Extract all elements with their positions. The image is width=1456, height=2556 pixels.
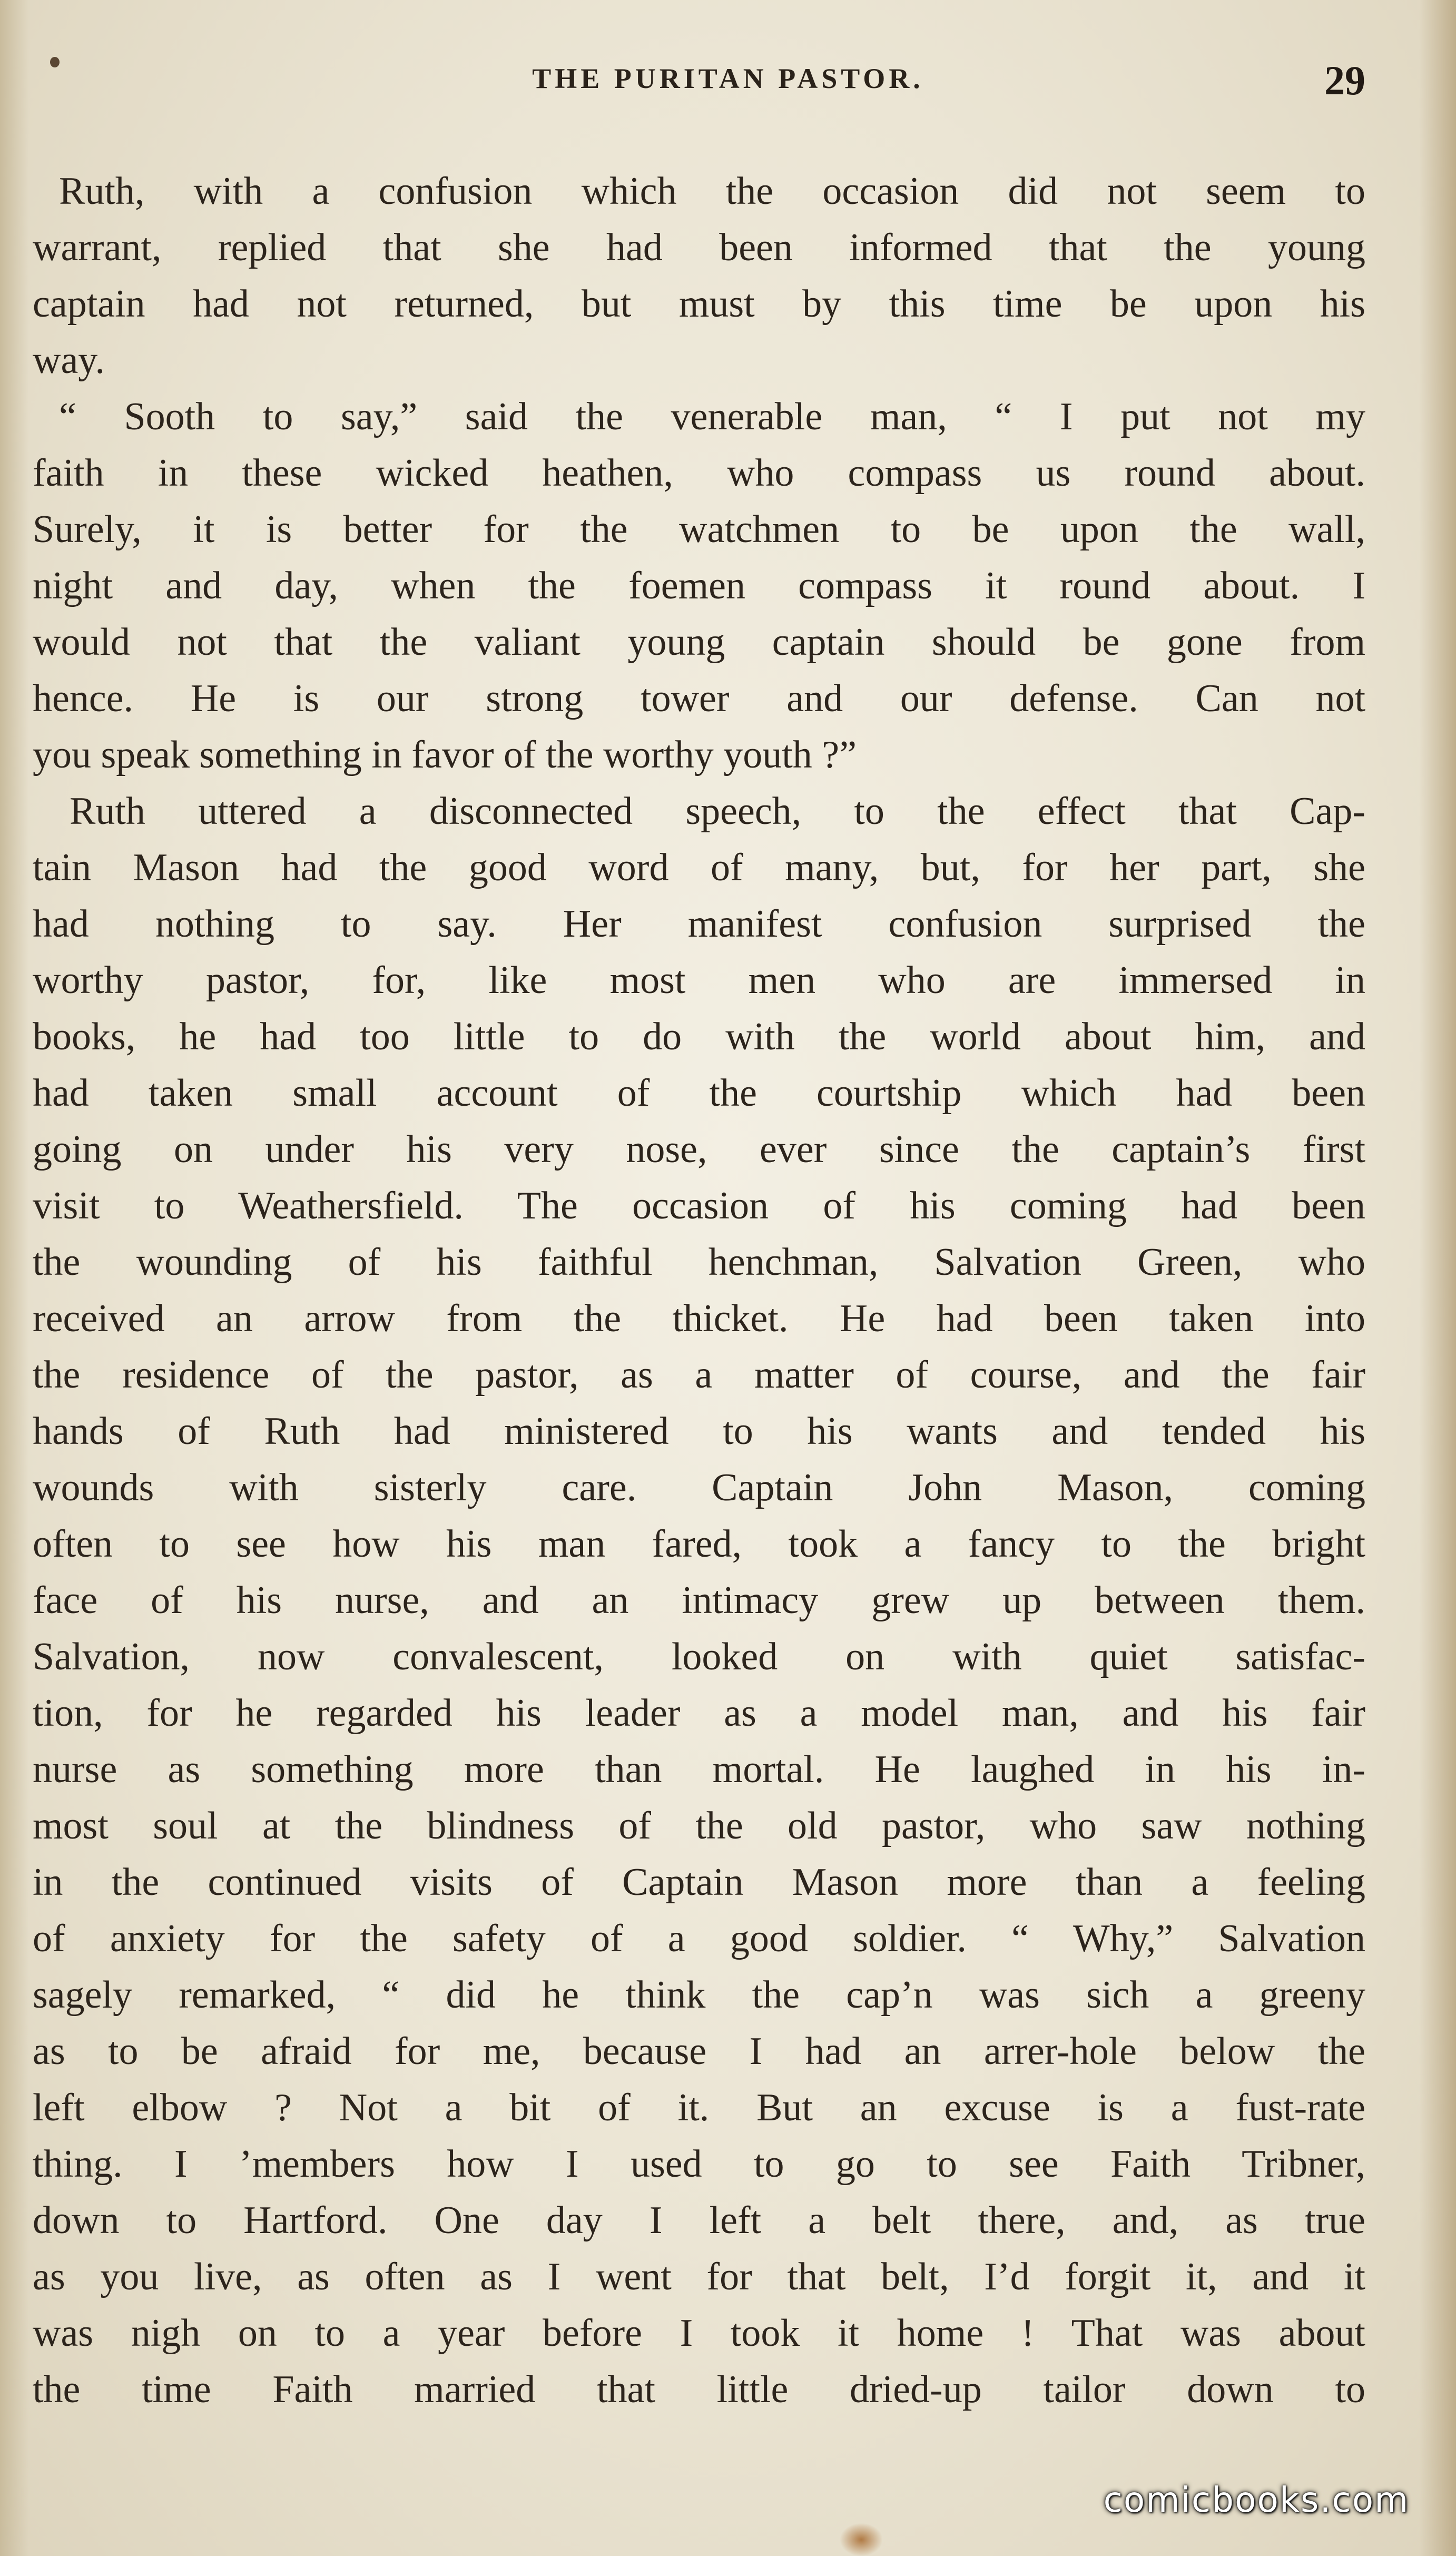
- text-line: Surely, it is better for the watchmen to be upon the wall,: [33, 508, 1365, 551]
- text-line: hence. He is our strong tower and our defense. Can not: [33, 677, 1365, 720]
- body-text: [33, 163, 1365, 2418]
- page-shadow-left: [0, 0, 29, 2556]
- site-watermark: comicbooks.com: [1103, 2480, 1410, 2520]
- text-line: wounds with sisterly care. Captain John Mason, coming: [33, 1466, 1365, 1509]
- paper-stain: [840, 2523, 882, 2556]
- text-line: as you live, as often as I went for that belt, I’d forgit it, and it: [33, 2255, 1365, 2298]
- page-header: [0, 57, 1456, 115]
- text-line: down to Hartford. One day I left a belt there, and, as true: [33, 2199, 1365, 2242]
- text-line: worthy pastor, for, like most men who are immersed in: [33, 959, 1365, 1002]
- page-shadow-right: [1419, 0, 1456, 2556]
- text-line: was nigh on to a year before I took it home ! That was about: [33, 2312, 1365, 2355]
- text-line: the time Faith married that little dried-up tailor down to: [33, 2368, 1365, 2411]
- page-number: 29: [1324, 57, 1365, 103]
- text-line: way.: [33, 339, 105, 382]
- text-line: Ruth uttered a disconnected speech, to the effect that Cap-: [70, 790, 1365, 833]
- text-line: you speak something in favor of the worthy youth ?”: [33, 733, 857, 776]
- text-line: left elbow ? Not a bit of it. But an excuse is a fust-rate: [33, 2086, 1365, 2129]
- text-line: faith in these wicked heathen, who compass us round about.: [33, 451, 1365, 495]
- text-line: Salvation, now convalescent, looked on with quiet satisfac-: [33, 1635, 1365, 1678]
- text-line: face of his nurse, and an intimacy grew up between them.: [33, 1579, 1365, 1622]
- text-line: the wounding of his faithful henchman, Salvation Green, who: [33, 1241, 1365, 1284]
- text-line: often to see how his man fared, took a fancy to the bright: [33, 1522, 1365, 1566]
- text-line: had taken small account of the courtship which had been: [33, 1071, 1365, 1115]
- text-line: visit to Weathersfield. The occasion of his coming had been: [33, 1184, 1365, 1227]
- text-line: in the continued visits of Captain Mason more than a feeling: [33, 1861, 1365, 1904]
- text-line: hands of Ruth had ministered to his wants and tended his: [33, 1410, 1365, 1453]
- text-line: had nothing to say. Her manifest confusion surprised the: [33, 902, 1365, 946]
- text-line: nurse as something more than mortal. He laughed in his in-: [33, 1748, 1365, 1791]
- text-line: tion, for he regarded his leader as a model man, and his fair: [33, 1692, 1365, 1735]
- text-line: going on under his very nose, ever since the captain’s first: [33, 1128, 1365, 1171]
- text-line: sagely remarked, “ did he think the cap’n was sich a greeny: [33, 1973, 1365, 2017]
- text-line: would not that the valiant young captain should be gone from: [33, 621, 1365, 664]
- text-line: books, he had too little to do with the world about him, and: [33, 1015, 1365, 1058]
- text-line: tain Mason had the good word of many, but, for her part, she: [33, 846, 1365, 889]
- text-line: thing. I ’members how I used to go to see Faith Tribner,: [33, 2142, 1365, 2186]
- text-line: as to be afraid for me, because I had an arrer-hole below the: [33, 2030, 1365, 2073]
- text-line: the residence of the pastor, as a matter of course, and the fair: [33, 1353, 1365, 1397]
- text-line: warrant, replied that she had been informed that the young: [33, 226, 1365, 269]
- text-line: Ruth, with a confusion which the occasion did not seem to: [59, 170, 1365, 213]
- text-line: of anxiety for the safety of a good soldier. “ Why,” Salvation: [33, 1917, 1365, 1960]
- text-line: received an arrow from the thicket. He had been taken into: [33, 1297, 1365, 1340]
- text-line: “ Sooth to say,” said the venerable man, “ I put not my: [59, 395, 1365, 438]
- text-line: night and day, when the foemen compass it round about. I: [33, 564, 1365, 607]
- text-line: most soul at the blindness of the old pastor, who saw nothing: [33, 1804, 1365, 1847]
- running-head: THE PURITAN PASTOR.: [532, 63, 924, 94]
- text-line: captain had not returned, but must by this time be upon his: [33, 282, 1365, 326]
